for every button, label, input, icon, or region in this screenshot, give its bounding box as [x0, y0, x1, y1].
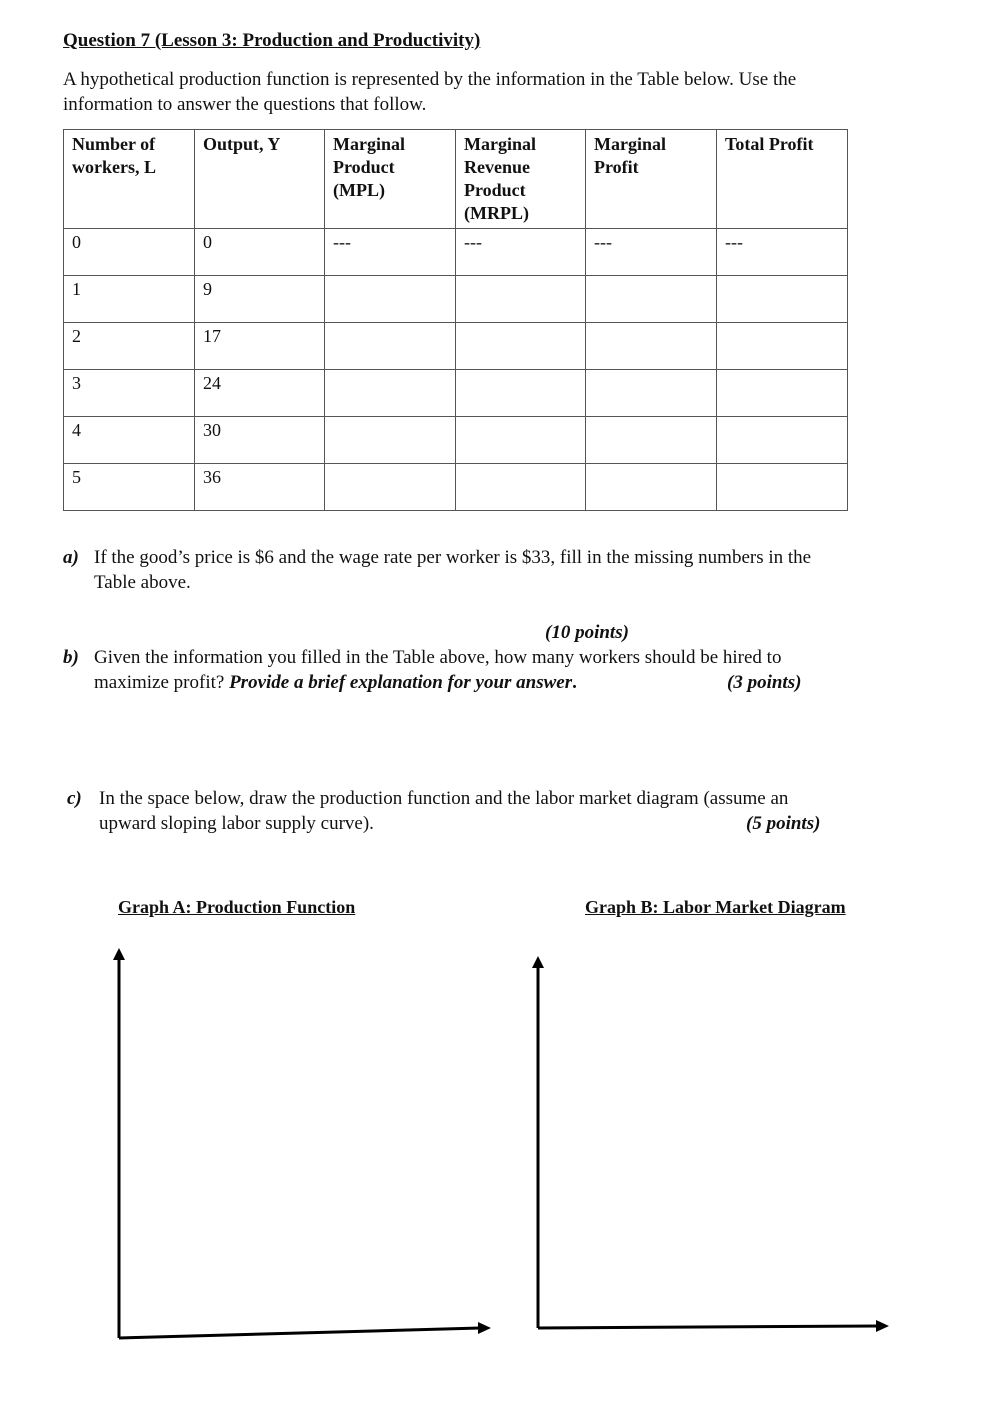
cell-output: 0	[195, 229, 325, 276]
graph-a-x-axis	[119, 1328, 480, 1338]
graph-b-title: Graph B: Labor Market Diagram	[585, 897, 846, 917]
question-c-points: (5 points)	[746, 813, 821, 834]
graph-b-y-arrow	[532, 956, 544, 968]
question-a-label: a)	[63, 547, 79, 568]
graph-b-x-axis	[538, 1326, 878, 1328]
cell-workers: 1	[64, 276, 195, 323]
cell-mpl: ---	[325, 229, 456, 276]
header-output: Output, Y	[195, 130, 325, 229]
cell-output: 24	[195, 370, 325, 417]
graph-a-y-arrow	[113, 948, 125, 960]
header-total-profit: Total Profit	[717, 130, 848, 229]
header-marginal-profit: Marginal Profit	[586, 130, 717, 229]
question-b-text: Given the information you filled in the Table above, how many workers should be hired to maximize profit?	[94, 647, 782, 693]
cell-output: 30	[195, 417, 325, 464]
cell-workers: 3	[64, 370, 195, 417]
question-a-points: (10 points)	[545, 622, 629, 643]
question-b-points: (3 points)	[727, 672, 802, 693]
question-b-emphasis: Provide a brief explanation for your answer	[229, 672, 573, 693]
cell-mrpl: ---	[456, 229, 586, 276]
question-c-text: In the space below, draw the production function and the labor market diagram (assume an upward sloping labor supply curve).	[99, 788, 789, 834]
cell-workers: 5	[64, 464, 195, 511]
question-title: Question 7 (Lesson 3: Production and Productivity)	[63, 30, 481, 51]
question-c-label: c)	[67, 788, 82, 809]
header-workers: Number of workers, L	[64, 130, 195, 229]
question-b: b) Given the information you filled in the Table above, how many workers should be hired to maximize profit? Provide a brief explanation for your answer.	[63, 647, 782, 693]
header-mrpl: Marginal Revenue Product (MRPL)	[456, 130, 586, 229]
graph-a-x-arrow	[478, 1322, 491, 1334]
cell-marginal-profit: ---	[586, 229, 717, 276]
cell-output: 17	[195, 323, 325, 370]
graph-a-title: Graph A: Production Function	[118, 897, 356, 917]
cell-workers: 0	[64, 229, 195, 276]
cell-output: 36	[195, 464, 325, 511]
cell-workers: 4	[64, 417, 195, 464]
cell-output: 9	[195, 276, 325, 323]
graph-a-axes	[113, 948, 491, 1338]
question-a-text: If the good’s price is $6 and the wage rate per worker is $33, fill in the missing numbers in the Table above.	[94, 547, 812, 593]
intro-text: A hypothetical production function is represented by the information in the Table below. Use the information to answer the questions that follow.	[63, 69, 797, 115]
cell-total-profit: ---	[717, 229, 848, 276]
cell-workers: 2	[64, 323, 195, 370]
question-b-label: b)	[63, 647, 79, 668]
graph-b-axes	[532, 956, 889, 1332]
graph-b-x-arrow	[876, 1320, 889, 1332]
header-mpl: Marginal Product (MPL)	[325, 130, 456, 229]
